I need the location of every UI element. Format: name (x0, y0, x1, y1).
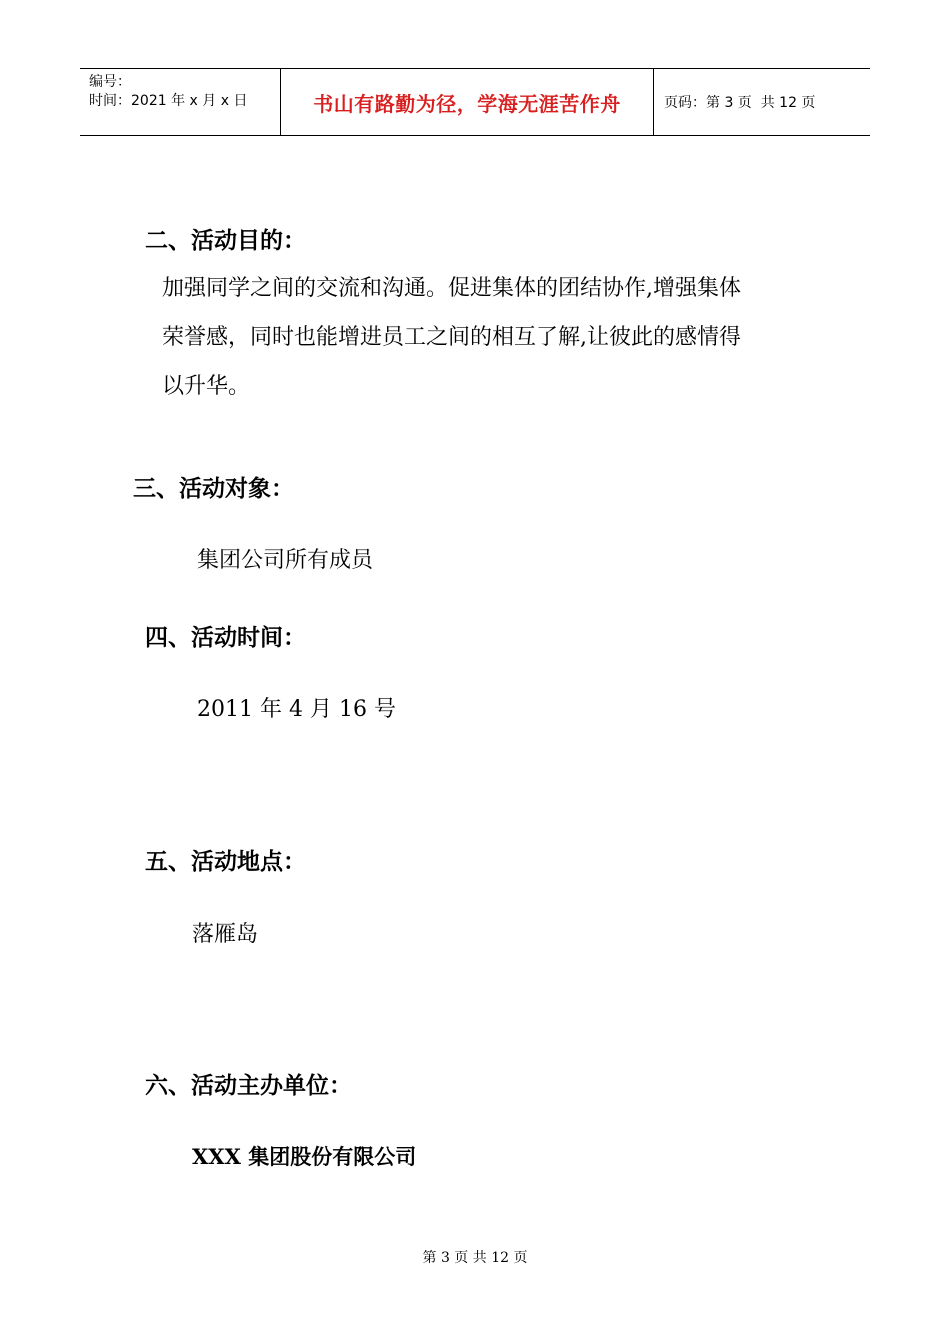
section-heading-time: 四、活动时间： (145, 625, 306, 651)
section-location-text: 落雁岛 (192, 922, 259, 947)
section-audience-text: 集团公司所有成员 (197, 548, 374, 573)
purpose-line: 以升华。 (162, 374, 251, 399)
page-header (80, 68, 870, 136)
section-organizer-text: XXX 集团股份有限公司 (192, 1144, 417, 1169)
header-page-info: 页码：第 3 页 共 12 页 (664, 95, 816, 111)
section-heading-organizer: 六、活动主办单位： (145, 1073, 352, 1099)
section-time-text: 2011 年 4 月 16 号 (197, 697, 396, 722)
section-purpose-body (162, 264, 802, 411)
header-number-label: 编号： (89, 74, 131, 90)
page-footer: 第 3 页 共 12 页 (422, 1250, 528, 1266)
header-meta (80, 69, 281, 135)
header-time-label: 时间：2021 年 x 月 x 日 (89, 93, 248, 109)
header-motto: 书山有路勤为径，学海无涯苦作舟 (281, 69, 654, 135)
purpose-line: 加强同学之间的交流和沟通。促进集体的团结协作,增强集体 (162, 276, 741, 301)
purpose-line: 荣誉感，同时也能增进员工之间的相互了解,让彼此的感情得 (162, 325, 741, 350)
section-heading-purpose: 二、活动目的： (145, 228, 306, 254)
section-heading-audience: 三、活动对象： (133, 476, 294, 502)
section-heading-location: 五、活动地点： (145, 849, 306, 875)
